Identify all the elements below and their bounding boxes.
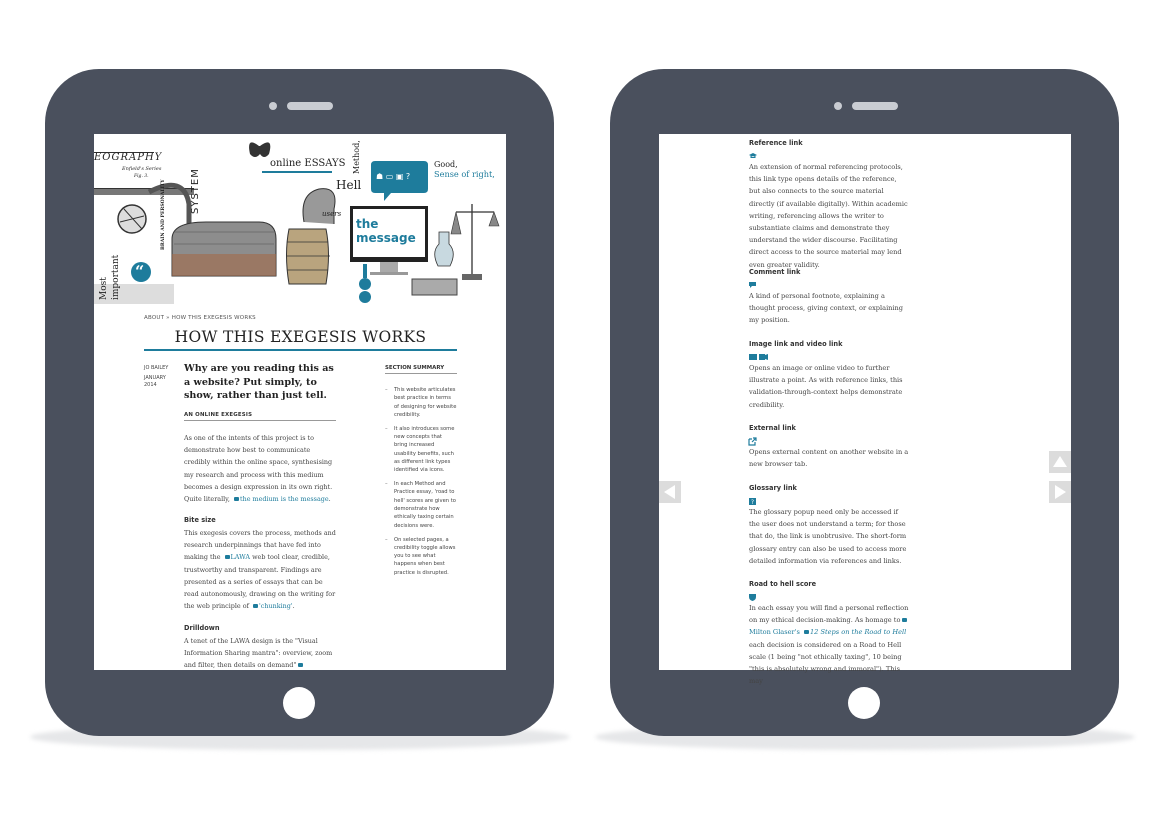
summary-item: – On selected pages, a credibility toggle allows you to see what happens when best practice is disrupted. [385,536,457,577]
right-camera [834,102,842,110]
left-camera [269,102,277,110]
lede-heading: Why are you reading this as a website? Put simply, to show, rather than just tell. [184,363,334,401]
paragraph-bite-text-b: web tool clear, credible, trustworthy and transparent. Findings are presented as a series of essays that can be read autonomously, drawing on the writing for the web principle of [184,553,336,611]
triangle-up-icon [1049,451,1071,473]
summary-item: – This website articulates best practice in terms of designing for website credibility. [385,386,457,419]
left-speaker [287,102,333,110]
collage-geography-sub: Enfield's Series [122,166,162,172]
punct: . [328,495,331,504]
collage-hell: Hell [336,178,362,192]
title-rule [144,349,457,351]
collage-most: Most [99,277,109,300]
section-external-link [749,424,909,470]
left-tablet [45,69,554,736]
collage-geography: EOGRAPHY [94,152,163,163]
collage-geography-fig: Fig. 3. [134,174,149,179]
body-glossary-link: The glossary popup need only be accessed if the user does not understand a term; for those that do, the link is unobtrusive. The short-form glossary entry can also be used to access more detailed information via references and links. [749,508,907,565]
road-text-a: In each essay you will find a personal reflection on my ethical decision-making. As homage to [749,604,909,625]
right-tablet [610,69,1119,736]
heading-road-to-hell: Road to hell score [749,580,817,588]
twelve-steps-link[interactable] [810,628,906,636]
breadcrumb [144,315,256,321]
comment-link-icon [234,497,239,501]
collage-online-essays: online ESSAYS [270,158,346,169]
section-glossary-link [749,484,909,567]
publish-year: 2014 [144,382,157,388]
svg-text:?: ? [750,498,755,506]
collage-screen-text-1: the [356,217,379,231]
next-page-button[interactable] [1049,481,1071,503]
right-speaker [852,102,898,110]
right-home-button[interactable] [848,687,880,719]
collage-method: Method, [352,140,361,174]
milton-glaser-link[interactable]: Milton Glaser's [749,628,800,637]
paragraph-drilldown [184,635,336,672]
paragraph-intro-text: As one of the intents of this project is to demonstrate how best to communicate credibly within the online space, synthesising my research and process with this medium becomes a design expression in its own right. Quite literally, [184,434,333,504]
body-image-video-link: Opens an image or online video to further illustrate a point. As with reference links, this validation-through-context helps demonstrate credibility. [749,364,903,409]
graduation-cap-icon [749,151,909,161]
triangle-right-icon [1049,481,1071,503]
section-summary-title: SECTION SUMMARY [385,365,445,371]
paragraph-bite-size [184,527,336,612]
summary-item: – It also introduces some new concepts that bring increased usability benefits, such as different link types identified via icons. [385,425,457,475]
reference-link-icon [298,663,303,667]
road-text-b: each decision is considered on a Road to Hell scale (1 being "not ethically taxing", 10 being "this is absolutely wrong and immoral"). This may [749,640,902,686]
paragraph-intro [184,432,336,505]
reference-link-icon [253,604,258,608]
heading-external-link: External link [749,424,796,432]
article-meta [144,365,168,389]
body-external-link: Opens external content on another website in a new browser tab. [749,448,909,469]
shield-icon [749,592,909,602]
collage-brain: BRAIN AND PERSONALITY [161,179,166,250]
collage-important: important [111,254,121,300]
left-home-button[interactable] [283,687,315,719]
heading-glossary-link: Glossary link [749,484,797,492]
paragraph-bite-text-a: This exegesis covers the process, methods and research underpinnings that have fed into making the [184,529,336,562]
scroll-up-button[interactable] [1049,451,1071,473]
lawa-link[interactable]: LAWA [230,553,251,562]
comment-link-icon [804,630,809,634]
collage-users: users [322,210,342,218]
glossary-link-icon [225,555,230,559]
twelve-steps-title: 12 Steps on the Road to Hell [809,628,907,637]
page-title: HOW THIS EXEGESIS WORKS [174,328,427,346]
section-comment-link [749,268,909,327]
collage-sense: Sense of right, [434,169,495,179]
breadcrumb-about[interactable]: ABOUT [144,315,165,321]
collage-good: Good, [434,160,458,169]
collage-bubble-icons: ☗ ▭ ▣ ? [376,172,411,181]
right-screen [659,134,1071,686]
header-collage [94,134,506,304]
breadcrumb-separator: » [166,315,170,321]
heading-drilldown: Drilldown [184,624,220,632]
collage-quote-mark: “ [135,262,145,281]
body-reference-link: An extension of normal referencing protocols, this link type opens details of the reference, but also connects to the source material directly (if available digitally). Within academic writing, referencing allows the writer to substantiate claims and demonstrate they understand the wider discourse. Facilitating direct access to the source material may lend even greater validity. [749,163,908,269]
heading-image-video-link: Image link and video link [749,340,843,348]
chunking-link[interactable]: 'chunking' [259,602,293,611]
speech-bubble-icon [749,280,909,290]
paragraph-drilldown-text: A tenet of the LAWA design is the "Visual Information Sharing mantra": overview, zoom and filter, then details on demand" [184,637,333,670]
question-box-icon [749,496,909,506]
collage-screen-text-2: message [356,231,416,245]
external-arrow-icon [749,436,909,446]
section-rule [184,420,336,421]
punct: . [292,602,295,611]
section-heading-online-exegesis: AN ONLINE EXEGESIS [184,412,253,418]
section-image-video-link [749,340,909,411]
breadcrumb-current: HOW THIS EXEGESIS WORKS [171,315,256,321]
heading-reference-link: Reference link [749,139,803,147]
section-summary-list [385,386,457,583]
summary-item: – In each Method and Practice essay, 'road to hell' scores are given to demonstrate how ethically taxing certain decisions were. [385,480,457,530]
section-road-to-hell [749,580,909,687]
triangle-left-icon [659,481,681,503]
collage-system: SYSTEM [190,168,201,214]
prev-page-button[interactable] [659,481,681,503]
image-video-icon [749,352,909,362]
publish-month: JANUARY [144,375,166,381]
author-name: JO BAILEY [144,365,169,371]
heading-bite-size: Bite size [184,516,216,524]
glossary-link-icon [902,618,907,622]
heading-comment-link: Comment link [749,268,801,276]
section-reference-link [749,139,909,271]
left-screen [94,134,506,670]
medium-message-link[interactable]: the medium is the message [240,495,329,504]
body-road-to-hell [749,602,909,687]
body-comment-link: A kind of personal footnote, explaining a thought process, giving context, or explaining my position. [749,292,904,325]
section-summary-rule [385,373,457,374]
